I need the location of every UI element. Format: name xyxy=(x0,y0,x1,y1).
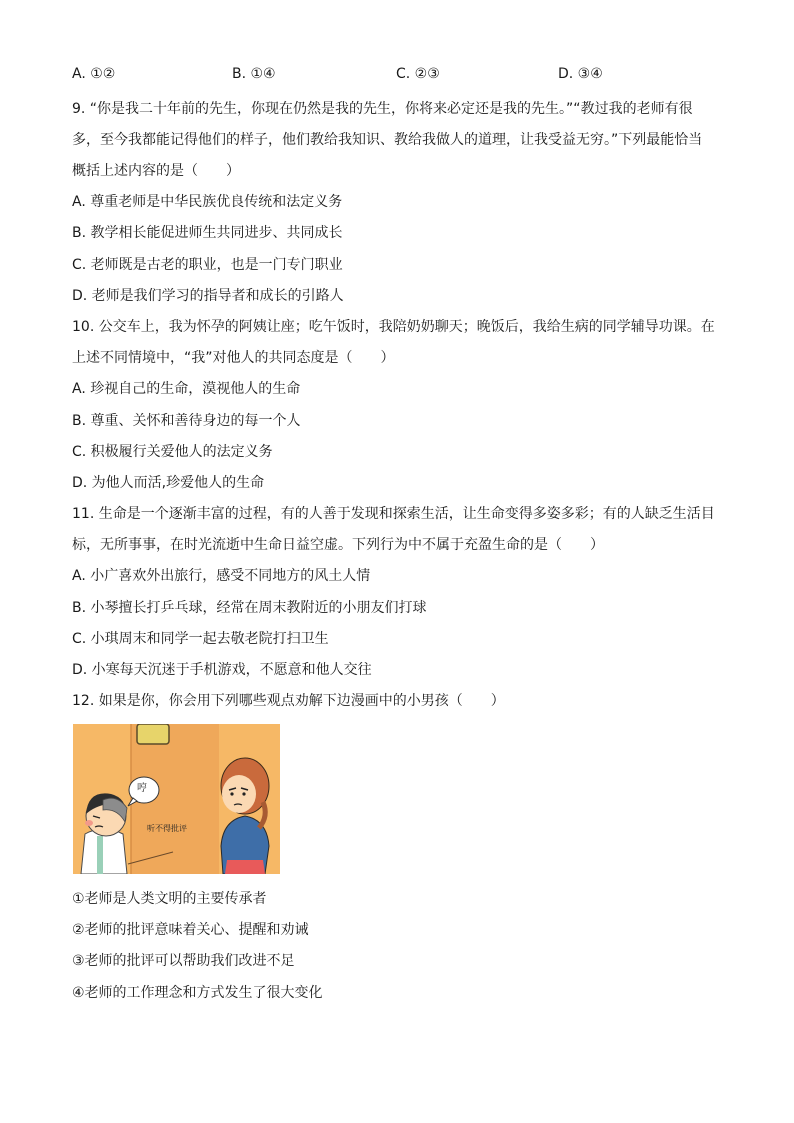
q8-option-c: C. ②③ xyxy=(396,66,440,82)
q11-option-b: B. 小琴擅长打乒乓球，经常在周末教附近的小朋友们打球 xyxy=(72,600,427,616)
q9-stem-line-2: 多，至今我都能记得他们的样子，他们教给我知识、教给我做人的道理，让我受益无穷。”下列最能恰当 xyxy=(72,132,703,148)
q11-option-a: A. 小广喜欢外出旅行，感受不同地方的风土人情 xyxy=(72,568,371,584)
q11-stem-line-2: 标，无所事事，在时光流逝中生命日益空虚。下列行为中不属于充盈生命的是（ ） xyxy=(72,537,604,553)
q11-option-d: D. 小寒每天沉迷于手机游戏，不愿意和他人交往 xyxy=(72,662,372,678)
q9-option-c: C. 老师既是古老的职业，也是一门专门职业 xyxy=(72,257,343,273)
q9-stem-line-1: 9. “你是我二十年前的先生，你现在仍然是我的先生，你将来必定还是我的先生。”“教过我的老师有很 xyxy=(72,101,693,117)
q12-stem: 12. 如果是你，你会用下列哪些观点劝解下边漫画中的小男孩（ ） xyxy=(72,693,505,709)
q10-stem-line-2: 上述不同情境中，“我”对他人的共同态度是（ ） xyxy=(72,350,395,366)
speech-bubble-text: 哼 xyxy=(137,783,147,794)
q9-stem-line-3: 概括上述内容的是（ ） xyxy=(72,163,240,179)
q9-option-d: D. 老师是我们学习的指导者和成长的引路人 xyxy=(72,288,344,304)
q8-option-a: A. ①② xyxy=(72,66,116,82)
q10-option-b: B. 尊重、关怀和善待身边的每一个人 xyxy=(72,413,301,429)
q11-option-c: C. 小琪周末和同学一起去敬老院打扫卫生 xyxy=(72,631,329,647)
cartoon-caption: 听不得批评 xyxy=(147,824,187,833)
cartoon-illustration xyxy=(73,724,280,874)
q11-stem-line-1: 11. 生命是一个逐渐丰富的过程，有的人善于发现和探索生活，让生命变得多姿多彩；有的人缺乏生活目 xyxy=(72,506,715,522)
q12-statement-2: ②老师的批评意味着关心、提醒和劝诫 xyxy=(72,922,309,938)
q10-option-c: C. 积极履行关爱他人的法定义务 xyxy=(72,444,273,460)
q10-option-d: D. 为他人而活,珍爱他人的生命 xyxy=(72,475,265,491)
q8-option-d: D. ③④ xyxy=(558,66,603,82)
cartoon-image xyxy=(73,724,280,874)
q9-option-b: B. 教学相长能促进师生共同进步、共同成长 xyxy=(72,225,343,241)
q8-options xyxy=(72,66,632,86)
q9-option-a: A. 尊重老师是中华民族优良传统和法定义务 xyxy=(72,194,343,210)
q12-statement-3: ③老师的批评可以帮助我们改进不足 xyxy=(72,953,295,969)
q12-statement-4: ④老师的工作理念和方式发生了很大变化 xyxy=(72,985,323,1001)
q10-option-a: A. 珍视自己的生命，漠视他人的生命 xyxy=(72,381,301,397)
q10-stem-line-1: 10. 公交车上，我为怀孕的阿姨让座；吃午饭时，我陪奶奶聊天；晚饭后，我给生病的同学辅导功课。在 xyxy=(72,319,715,335)
q12-statement-1: ①老师是人类文明的主要传承者 xyxy=(72,891,267,907)
q8-option-b: B. ①④ xyxy=(232,66,276,82)
